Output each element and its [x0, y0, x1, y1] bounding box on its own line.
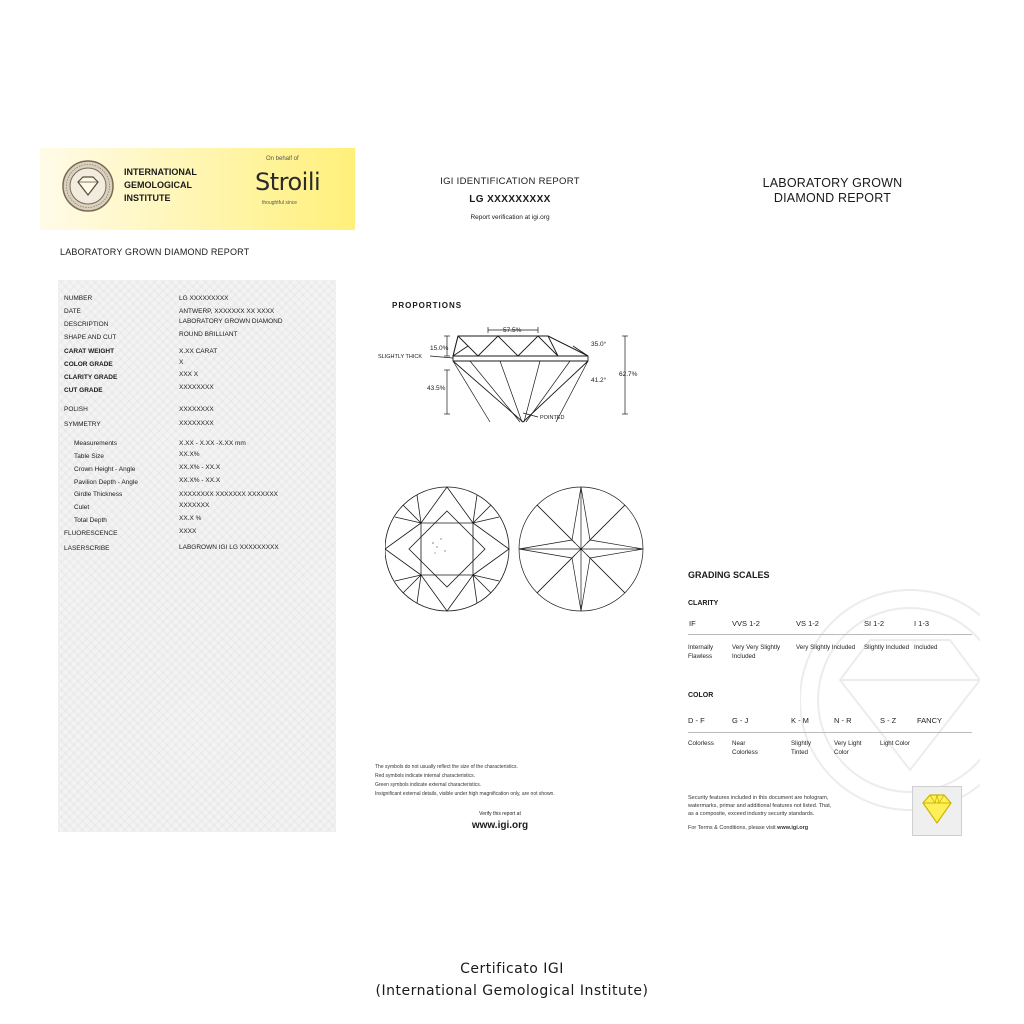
color-grade: K - M — [791, 716, 809, 725]
clarity-rule — [688, 634, 972, 635]
hologram-seal — [912, 786, 962, 836]
color-desc: Colorless — [688, 740, 714, 747]
color-desc: Light Color — [880, 740, 910, 747]
row-label: Measurements — [74, 440, 117, 447]
color-desc: Very Light Color — [834, 740, 862, 756]
security-line-2: watermarks, primar and additional features not listed. That, — [688, 803, 832, 809]
igi-name — [124, 166, 214, 205]
row-label: Table Size — [74, 453, 104, 460]
table-percent: 57.5% — [503, 327, 522, 334]
clarity-desc: Slightly Included — [864, 644, 910, 651]
row-label: LASERSCRIBE — [64, 545, 110, 552]
report-data-panel — [58, 280, 336, 832]
color-grade: FANCY — [917, 716, 943, 725]
row-value: XX.X % — [179, 515, 202, 522]
plot-note-2: Red symbols indicate internal characteristics. — [375, 773, 476, 779]
right-title-line1: LABORATORY GROWN — [762, 176, 903, 190]
right-report-title — [735, 176, 930, 206]
color-desc: Slightly Tinted — [791, 740, 811, 756]
clarity-grade: IF — [689, 619, 696, 628]
igi-name-line1: INTERNATIONAL — [124, 167, 197, 177]
row-value: X.XX - X.XX -X.XX mm — [179, 440, 246, 447]
verify-label: Verify this report at — [479, 811, 521, 817]
color-title: COLOR — [688, 692, 714, 699]
row-label: CLARITY GRADE — [64, 374, 118, 381]
hologram-diamond-icon — [913, 787, 961, 835]
row-value: LG XXXXXXXXX — [179, 295, 229, 302]
caption-line-2: (International Gemological Institute) — [375, 983, 649, 999]
row-value: XXX X — [179, 371, 199, 378]
color-desc: Near Colorless — [732, 740, 758, 756]
color-grade: S - Z — [880, 716, 897, 725]
row-label: DESCRIPTION — [64, 321, 109, 328]
row-label: Culet — [74, 504, 90, 511]
plot-note-3: Green symbols indicate external characteristics. — [375, 782, 482, 788]
igi-name-line2: GEMOLOGICAL — [124, 180, 192, 190]
clarity-grade: VS 1-2 — [796, 619, 819, 628]
row-label: POLISH — [64, 406, 88, 413]
proportions-title: PROPORTIONS — [392, 301, 463, 310]
pavilion-angle: 41.2° — [591, 377, 607, 384]
plot-note-4: Insignificant external details, visible under high magnification only, are not shown. — [375, 791, 555, 797]
crown-percent: 15.0% — [430, 345, 449, 352]
color-grade: G - J — [732, 716, 749, 725]
color-grade: N - R — [834, 716, 852, 725]
right-title-line2: DIAMOND REPORT — [773, 191, 892, 205]
grading-scales-title: GRADING SCALES — [688, 570, 770, 580]
clarity-grade: I 1-3 — [914, 619, 930, 628]
row-value: X — [179, 359, 184, 366]
verification-text: Report verification at igi.org — [470, 214, 550, 221]
left-report-title: LABORATORY GROWN DIAMOND REPORT — [60, 247, 250, 257]
row-value: ROUND BRILLIANT — [179, 331, 238, 338]
clarity-desc: Included — [914, 644, 938, 651]
terms-line — [688, 825, 808, 831]
color-rule — [688, 732, 972, 733]
row-label: COLOR GRADE — [64, 361, 113, 368]
row-value: XX.X% - XX.X — [179, 464, 221, 471]
clarity-grade: VVS 1-2 — [732, 619, 760, 628]
id-report-title: IGI IDENTIFICATION REPORT — [440, 176, 580, 187]
igi-seal-icon — [62, 160, 114, 212]
row-value: LABORATORY GROWN DIAMOND — [179, 318, 283, 325]
culet-label: POINTED — [540, 415, 565, 421]
row-value: XXXX — [179, 528, 197, 535]
security-line-1: Security features included in this document are hologram, — [688, 795, 829, 801]
row-label: SYMMETRY — [64, 421, 101, 428]
row-label: Crown Height - Angle — [74, 466, 136, 473]
row-value: XX.X% — [179, 451, 200, 458]
clarity-desc: Internally Flawless — [688, 644, 714, 660]
row-value: X.XX CARAT — [179, 348, 218, 355]
color-grade: D - F — [688, 716, 705, 725]
row-label: CUT GRADE — [64, 387, 103, 394]
clarity-plot-diagram — [385, 485, 655, 615]
row-label: FLUORESCENCE — [64, 530, 118, 537]
row-value: XXXXXXX — [179, 502, 210, 509]
clarity-title: CLARITY — [688, 600, 719, 607]
igi-website-link[interactable]: www.igi.org — [471, 820, 529, 831]
row-value: ANTWERP, XXXXXXX XX XXXX — [179, 308, 275, 315]
crown-angle: 35.0° — [591, 341, 607, 348]
row-label: DATE — [64, 308, 81, 315]
girdle-label: SLIGHTLY THICK — [378, 354, 423, 360]
inclusion-marks — [432, 538, 446, 553]
row-value: XX.X% - XX.X — [179, 477, 221, 484]
igi-name-line3: INSTITUTE — [124, 193, 171, 203]
row-value: XXXXXXXX XXXXXXX XXXXXXX — [179, 491, 278, 498]
total-depth: 62.7% — [619, 371, 638, 378]
terms-label: For Terms & Conditions, please visit — [688, 825, 776, 831]
terms-link[interactable]: www.igi.org — [777, 825, 809, 831]
clarity-grade: SI 1-2 — [864, 619, 885, 628]
on-behalf-label: On behalf of — [266, 156, 299, 162]
row-label: SHAPE AND CUT — [64, 334, 117, 341]
proportions-diagram — [370, 318, 660, 428]
report-number: LG XXXXXXXXX — [469, 194, 551, 205]
caption-line-1: Certificato IGI — [460, 961, 564, 977]
row-label: Total Depth — [74, 517, 107, 524]
brand-tagline: thoughtful since — [262, 200, 298, 206]
row-value: XXXXXXXX — [179, 420, 214, 427]
row-label: Girdle Thickness — [74, 491, 123, 498]
plot-note-1: The symbols do not usually reflect the size of the characteristics. — [375, 764, 518, 770]
header-band — [40, 148, 355, 230]
clarity-desc: Very Very Slightly Included — [732, 644, 781, 660]
clarity-desc: Very Slightly Included — [796, 644, 856, 651]
pavilion-percent: 43.5% — [427, 385, 446, 392]
brand-logo: Stroili — [255, 168, 321, 196]
crown-plot — [385, 487, 509, 611]
row-label: Pavilion Depth - Angle — [74, 479, 138, 486]
security-line-3: as a composite, exceed industry security standards. — [688, 811, 815, 817]
diamond-profile — [453, 336, 588, 422]
row-value: XXXXXXXX — [179, 384, 214, 391]
row-label: NUMBER — [64, 295, 93, 302]
row-label: CARAT WEIGHT — [64, 348, 115, 355]
row-value: LABGROWN IGI LG XXXXXXXXX — [179, 544, 279, 551]
row-value: XXXXXXXX — [179, 406, 214, 413]
pavilion-plot — [519, 487, 643, 611]
